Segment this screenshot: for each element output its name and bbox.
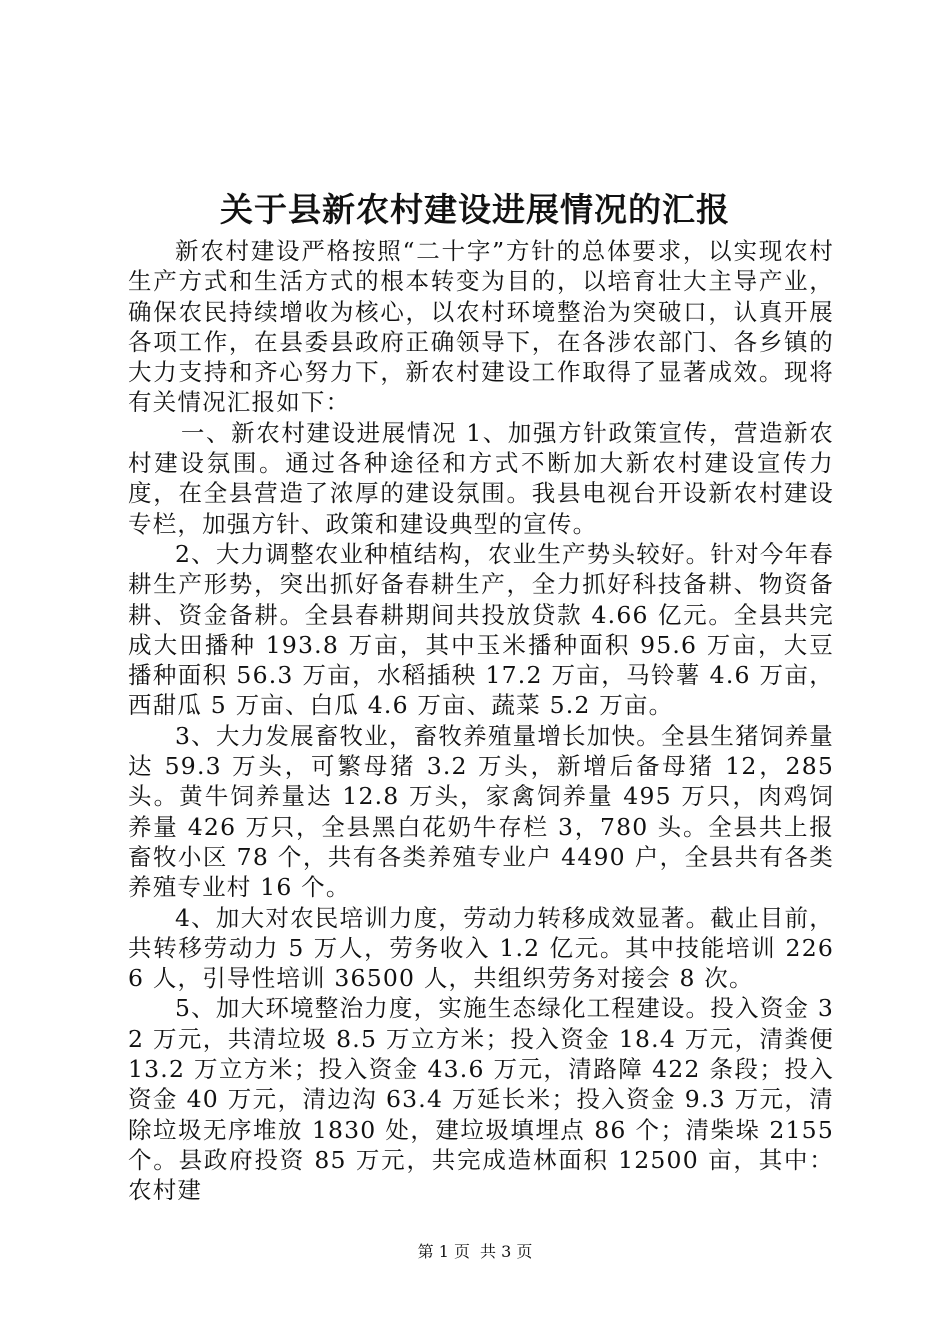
paragraph-item-5: 5、加大环境整治力度，实施生态绿化工程建设。投入资金 32 万元，共清垃圾 8.5 万立方米；投入资金 18.4 万元，清粪便 13.2 万立方米；投入资金 43.6 万元，清路障 422 条段；投入资金 40 万元，清边沟 63.4 万延长米；投入资金 9.3 万元，清除垃圾无序堆放 1830 处，建垃圾填埋点 86 个；清柴垛 2155 个。县政府投资 85 万元，共完成造林面积 12500 亩，其中：农村建 (128, 994, 834, 1205)
paragraph-section-1: 一、新农村建设进展情况 1、加强方针政策宣传，营造新农村建设氛围。通过各种途径和方式不断加大新农村建设宣传力度，在全县营造了浓厚的建设氛围。我县电视台开设新农村建设专栏，加强方针、政策和建设典型的宣传。 (128, 418, 834, 538)
document-title: 关于县新农村建设进展情况的汇报 (220, 190, 730, 229)
paragraph-item-4: 4、加大对农民培训力度，劳动力转移成效显著。截止目前，共转移劳动力 5 万人，劳务收入 1.2 亿元。其中技能培训 2266 人，引导性培训 36500 人，共组织劳务对接会 8 次。 (128, 903, 834, 993)
document-body (128, 236, 834, 1206)
page-number: 第 1 页 (417, 1242, 470, 1261)
paragraph-item-3: 3、大力发展畜牧业，畜牧养殖量增长加快。全县生猪饲养量达 59.3 万头，可繁母猪 3.2 万头，新增后备母猪 12，285 头。黄牛饲养量达 12.8 万头，家禽饲养量 495 万只，肉鸡饲养量 426 万只，全县黑白花奶牛存栏 3，780 头。全县共上报畜牧小区 78 个，共有各类养殖专业户 4490 户，全县共有各类养殖专业村 16 个。 (128, 721, 834, 902)
page-total: 共 3 页 (480, 1242, 533, 1261)
paragraph-item-2: 2、大力调整农业种植结构，农业生产势头较好。针对今年春耕生产形势，突出抓好备春耕生产，全力抓好科技备耕、物资备耕、资金备耕。全县春耕期间共投放贷款 4.66 亿元。全县共完成大田播种 193.8 万亩，其中玉米播种面积 95.6 万亩，大豆播种面积 56.3 万亩，水稻插秧 17.2 万亩，马铃薯 4.6 万亩，西甜瓜 5 万亩、白瓜 4.6 万亩、蔬菜 5.2 万亩。 (128, 539, 834, 720)
page-footer (0, 1242, 950, 1262)
paragraph-intro: 新农村建设严格按照“二十字”方针的总体要求，以实现农村生产方式和生活方式的根本转变为目的，以培育壮大主导产业，确保农民持续增收为核心，以农村环境整治为突破口，认真开展各项工作，在县委县政府正确领导下，在各涉农部门、各乡镇的大力支持和齐心努力下，新农村建设工作取得了显著成效。现将有关情况汇报如下： (128, 237, 834, 417)
